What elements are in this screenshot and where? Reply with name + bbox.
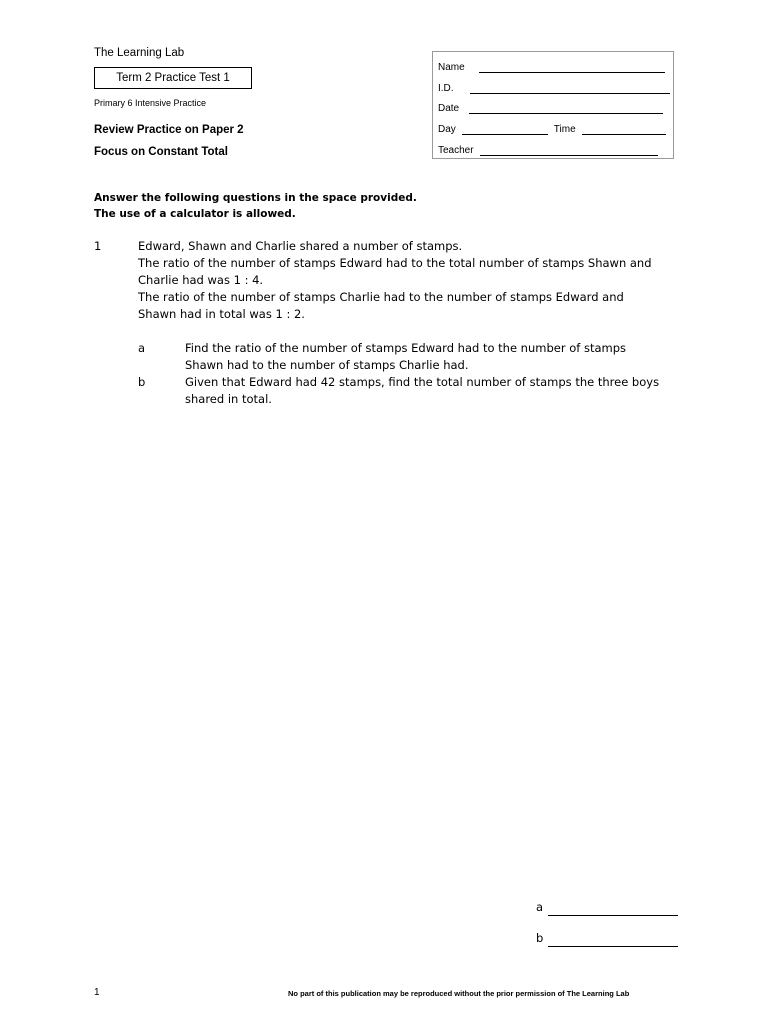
question-line: The ratio of the number of stamps Charlie had to the number of stamps Edward and [138,290,624,304]
day-time-field[interactable] [438,124,666,135]
instruction-line-2: The use of a calculator is allowed. [94,208,296,220]
level-label: Primary 6 Intensive Practice [94,98,207,108]
part-a-line: Find the ratio of the number of stamps Edward had to the number of stamps [185,341,626,355]
instruction-line-1: Answer the following questions in the space provided. [94,192,417,204]
teacher-line[interactable] [480,145,658,156]
id-label: I.D. [438,83,454,94]
answer-b-label: b [536,931,544,945]
day-line[interactable] [462,124,548,135]
copyright-notice: No part of this publication may be reproduced without the prior permission of The Learning Lab [288,989,630,998]
answer-b-line[interactable] [548,935,678,947]
page-number: 1 [94,987,100,998]
date-label: Date [438,103,460,114]
teacher-label: Teacher [438,145,474,156]
question-line: Charlie had was 1 : 4. [138,273,264,287]
time-line[interactable] [582,124,666,135]
student-info-box [432,51,674,159]
test-title: Term 2 Practice Test 1 [116,72,230,84]
question-body [138,238,683,323]
name-line[interactable] [479,62,665,73]
question-line: Edward, Shawn and Charlie shared a number of stamps. [138,239,463,253]
part-a-label: a [138,341,146,355]
id-field[interactable] [438,83,670,94]
day-label: Day [438,124,456,135]
part-b-line: shared in total. [185,392,272,406]
name-label: Name [438,62,465,73]
answer-a-line[interactable] [548,904,678,916]
question-number: 1 [94,239,102,253]
part-b-label: b [138,375,146,389]
teacher-field[interactable] [438,145,658,156]
time-label: Time [553,124,576,135]
part-a-text [185,340,685,374]
part-b-text [185,374,685,408]
date-line[interactable] [469,103,663,114]
answer-a-label: a [536,900,544,914]
answer-b[interactable] [536,930,678,947]
date-field[interactable] [438,103,663,114]
review-label: Review Practice on Paper 2 [94,124,244,136]
org-name: The Learning Lab [94,47,185,59]
part-a-line: Shawn had to the number of stamps Charlie had. [185,358,469,372]
part-b-line: Given that Edward had 42 stamps, find the total number of stamps the three boys [185,375,660,389]
name-field[interactable] [438,62,665,73]
question-line: Shawn had in total was 1 : 2. [138,307,305,321]
test-title-box [94,67,252,89]
focus-label: Focus on Constant Total [94,146,228,158]
id-line[interactable] [470,83,670,94]
question-line: The ratio of the number of stamps Edward had to the total number of stamps Shawn and [138,256,652,270]
answer-a[interactable] [536,899,678,916]
